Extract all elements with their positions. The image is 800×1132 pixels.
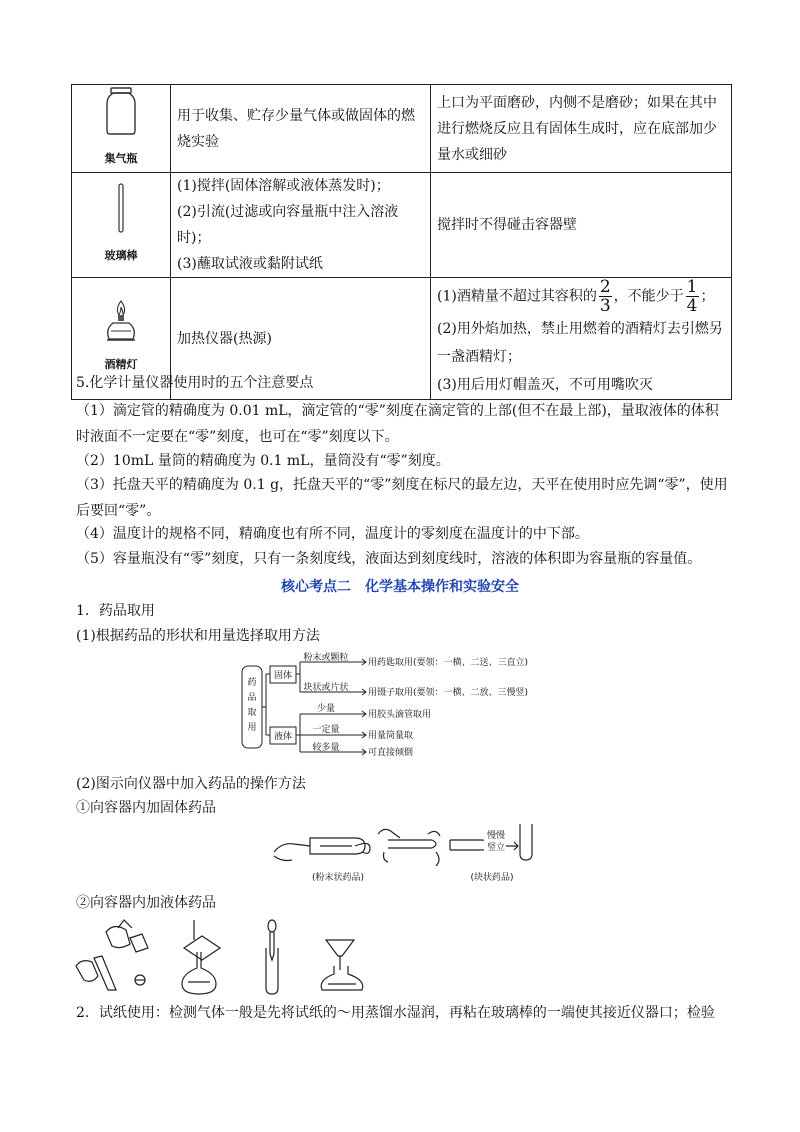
diagram-solid: 固体 xyxy=(273,671,293,681)
diagram-method: 用药匙取用(要领：一横、二送、三直立) xyxy=(368,658,529,668)
note-text: ，不能少于 xyxy=(613,288,684,305)
gas-jar-cell xyxy=(72,85,171,173)
glass-rod-icon xyxy=(111,182,131,234)
diagram-method: 可直接倾倒 xyxy=(368,748,414,758)
instrument-use: 加热仪器(热源) xyxy=(171,278,431,400)
tube-label: 竖立 xyxy=(486,843,506,853)
instrument-table xyxy=(71,84,732,400)
diagram-method: 用胶头滴管取用 xyxy=(368,710,432,720)
tube-label: 慢慢 xyxy=(486,831,506,841)
diagram-root-char: 药 xyxy=(247,678,257,688)
block-tweezers-hands-icon xyxy=(378,829,440,866)
alcohol-lamp-icon xyxy=(101,299,141,343)
solid-adding-illustration xyxy=(270,822,540,888)
volumetric-flask-funnel-icon xyxy=(182,920,220,994)
fraction-numerator: 2 xyxy=(599,277,611,297)
paragraph: （4）温度计的规格不同，精确度也有所不同，温度计的零刻度在温度计的中下部。 xyxy=(76,526,589,542)
section-heading: 核心考点二 化学基本操作和实验安全 xyxy=(281,579,519,595)
table-row xyxy=(72,85,732,173)
section-title: 5.化学计量仪器使用时的五个注意要点 xyxy=(76,375,314,391)
instrument-name: 酒精灯 xyxy=(104,358,138,371)
paragraph: 2．试纸使用：检测气体一般是先将试纸的～用蒸馏水湿润，再粘在玻璃棒的一端使其接近仪器口；检验 xyxy=(76,1005,715,1021)
instrument-notes: 上口为平面磨砂，内侧不是磨砂；如果在其中进行燃烧反应且有固体生成时，应在底部加少量水或细砂 xyxy=(431,85,732,173)
note-text: ； xyxy=(700,288,715,305)
caption-block: (块状药品) xyxy=(470,873,514,883)
subsection-title: (2)图示向仪器中加入药品的操作方法 xyxy=(76,776,306,792)
diagram-root-char: 取 xyxy=(247,708,257,718)
diagram-powder: 粉末或颗粒 xyxy=(303,653,349,663)
gas-jar-icon xyxy=(101,85,141,137)
note-line xyxy=(437,278,725,315)
instrument-notes xyxy=(431,278,732,400)
fraction-denominator: 4 xyxy=(686,296,698,316)
pouring-liquid-icon xyxy=(76,920,148,990)
use-line: (2)引流(过滤或向容量瓶中注入溶液时)； xyxy=(177,204,399,246)
diagram-root-char: 品 xyxy=(247,693,257,703)
subsection-title: ①向容器内加固体药品 xyxy=(76,800,216,816)
instrument-notes: 搅拌时不得碰击容器壁 xyxy=(431,173,732,278)
diagram-fixed: 一定量 xyxy=(312,725,340,735)
liquid-adding-illustration xyxy=(72,918,402,996)
instrument-use: 用于收集、贮存少量气体或做固体的燃烧实验 xyxy=(171,85,431,173)
fraction-denominator: 3 xyxy=(599,296,611,316)
subsection-title: ②向容器内加液体药品 xyxy=(76,895,216,911)
drug-taking-diagram xyxy=(238,652,560,770)
use-line: (3)蘸取试液或黏附试纸 xyxy=(177,256,323,272)
diagram-more: 较多量 xyxy=(312,743,340,753)
paragraph: （5）容量瓶没有“零”刻度，只有一条刻度线，液面达到刻度线时，溶液的体积即为容量瓶的容量值。 xyxy=(76,551,702,567)
subsection-title: 1．药品取用 xyxy=(76,603,155,619)
subsection-title: (1)根据药品的形状和用量选择取用方法 xyxy=(76,628,320,644)
funnel-flask-icon xyxy=(321,940,363,990)
table-row xyxy=(72,173,732,278)
dropper-test-tube-icon xyxy=(266,920,278,994)
diagram-liquid: 液体 xyxy=(273,732,293,742)
note-text: (1)酒精量不超过其容积的 xyxy=(437,288,597,305)
instrument-name: 集气瓶 xyxy=(104,152,138,165)
fraction-two-thirds xyxy=(599,278,612,315)
diagram-method: 用量筒量取 xyxy=(368,731,414,741)
test-tube-icon xyxy=(450,824,532,860)
note-line: (3)用后用灯帽盖灭，不可用嘴吹灭 xyxy=(437,377,653,393)
powder-spoon-hands-icon xyxy=(274,838,370,861)
caption-powder: (粉末状药品) xyxy=(311,873,365,883)
use-line: (1)搅拌(固体溶解或液体蒸发时)； xyxy=(177,178,390,194)
instrument-use xyxy=(171,173,431,278)
diagram-small: 少量 xyxy=(316,704,336,714)
fraction-numerator: 1 xyxy=(686,277,698,297)
instrument-name: 玻璃棒 xyxy=(104,248,138,262)
glass-rod-cell xyxy=(72,173,171,278)
paragraph: （2）10mL 量筒的精确度为 0.1 mL，量筒没有“零”刻度。 xyxy=(76,453,450,469)
fraction-one-quarter xyxy=(686,278,699,315)
paragraph: （3）托盘天平的精确度为 0.1 g，托盘天平的“零”刻度在标尺的最左边，天平在使用时应先调“零”，使用后要回“零”。 xyxy=(76,477,728,519)
diagram-block: 块状或片状 xyxy=(303,683,349,693)
diagram-method: 用镊子取用(要领：一横、二放、三慢竖) xyxy=(368,688,529,698)
paragraph: （1）滴定管的精确度为 0.01 mL，滴定管的“零”刻度在滴定管的上部(但不在最上部)，量取液体的体积时液面不一定要在“零”刻度，也可在“零”刻度以下。 xyxy=(76,403,719,445)
note-line: (2)用外焰加热，禁止用燃着的酒精灯去引燃另一盏酒精灯； xyxy=(437,321,723,365)
diagram-root-char: 用 xyxy=(247,723,257,733)
